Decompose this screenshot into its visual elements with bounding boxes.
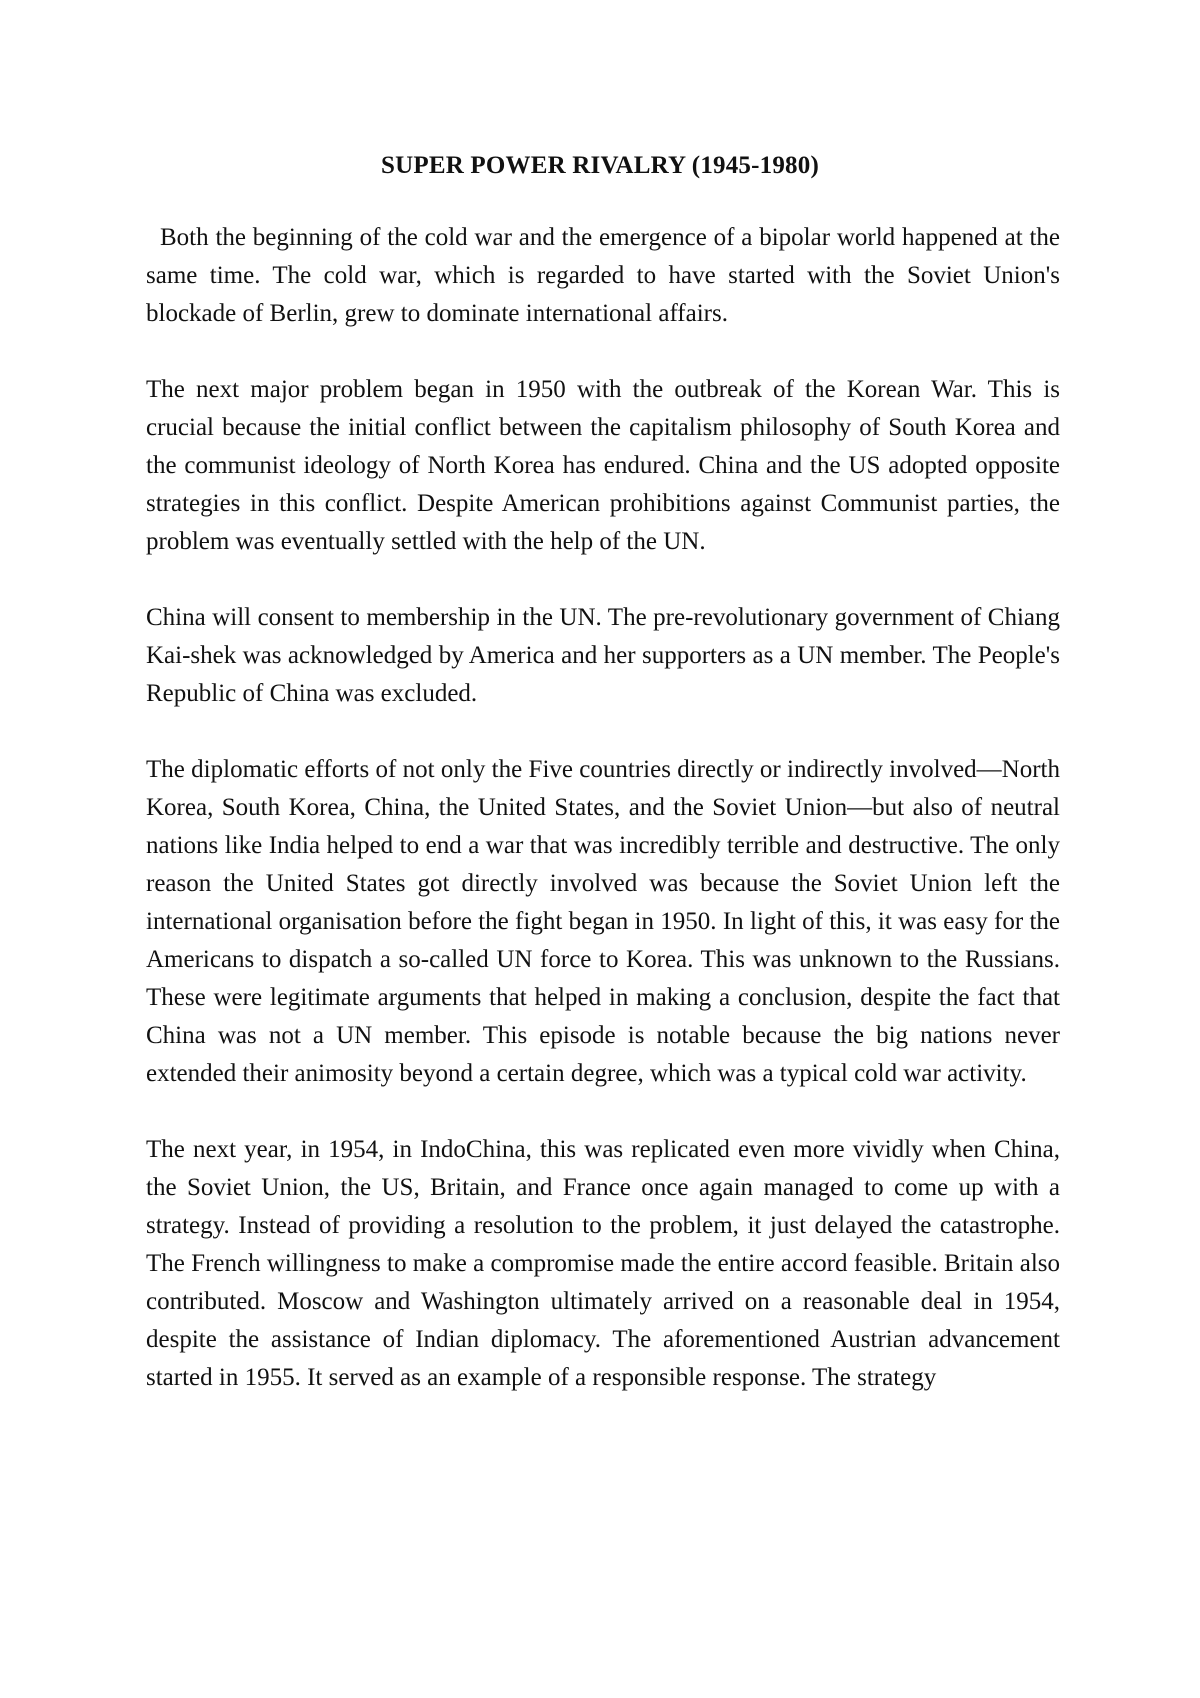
page-title: SUPER POWER RIVALRY (1945-1980) xyxy=(381,152,819,179)
paragraph-3: China will consent to membership in the UN. The pre-revolutionary government of Chiang Kai-shek was acknowledged by America and her supporters as a UN member. The People's Republic of China was excluded. xyxy=(146,604,1060,707)
paragraph-1: Both the beginning of the cold war and the emergence of a bipolar world happened at the same time. The cold war, which is regarded to have started with the Soviet Union's blockade of Berlin, grew to dominate international affairs. xyxy=(146,224,1060,327)
document-body xyxy=(146,219,1060,1397)
paragraph-4: The diplomatic efforts of not only the Five countries directly or indirectly involved—North Korea, South Korea, China, the United States, and the Soviet Union—but also of neutral nations like India helped to end a war that was incredibly terrible and destructive. The only reason the United States got directly involved was because the Soviet Union left the international organisation before the fight began in 1950. In light of this, it was easy for the Americans to dispatch a so-called UN force to Korea. This was unknown to the Russians. These were legitimate arguments that helped in making a conclusion, despite the fact that China was not a UN member. This episode is notable because the big nations never extended their animosity beyond a certain degree, which was a typical cold war activity. xyxy=(146,756,1060,1087)
paragraph-2: The next major problem began in 1950 with the outbreak of the Korean War. This is crucial because the initial conflict between the capitalism philosophy of South Korea and the communist ideology of North Korea has endured. China and the US adopted opposite strategies in this conflict. Despite American prohibitions against Communist parties, the problem was eventually settled with the help of the UN. xyxy=(146,376,1060,555)
paragraph-5: The next year, in 1954, in IndoChina, this was replicated even more vividly when China, the Soviet Union, the US, Britain, and France once again managed to come up with a strategy. Instead of providing a resolution to the problem, it just delayed the catastrophe. The French willingness to make a compromise made the entire accord feasible. Britain also contributed. Moscow and Washington ultimately arrived on a reasonable deal in 1954, despite the assistance of Indian diplomacy. The aforementioned Austrian advancement started in 1955. It served as an example of a responsible response. The strategy xyxy=(146,1136,1060,1391)
